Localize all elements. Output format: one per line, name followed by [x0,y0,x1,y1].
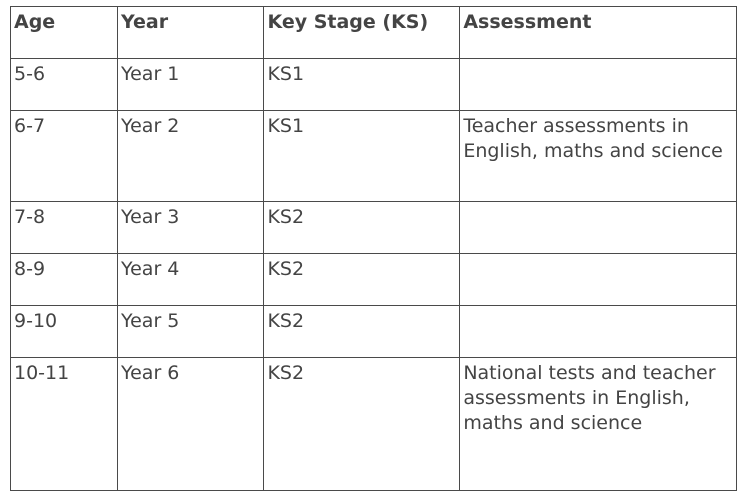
table-row [11,306,737,358]
table-row [11,254,737,306]
cell-age: 8-9 [11,254,118,306]
cell-age: 10-11 [11,358,118,491]
cell-year: Year 1 [118,59,264,111]
header-row [11,7,737,59]
table-row [11,59,737,111]
cell-year: Year 3 [118,202,264,254]
cell-key-stage: KS2 [264,306,460,358]
key-stage-table [10,6,737,491]
cell-key-stage: KS2 [264,202,460,254]
cell-year: Year 4 [118,254,264,306]
cell-assessment [460,254,737,306]
cell-age: 7-8 [11,202,118,254]
header-key-stage: Key Stage (KS) [264,7,460,59]
header-age: Age [11,7,118,59]
cell-age: 5-6 [11,59,118,111]
cell-key-stage: KS2 [264,358,460,491]
cell-assessment: Teacher assessments in English, maths and science [460,111,737,202]
header-assessment: Assessment [460,7,737,59]
cell-assessment [460,202,737,254]
table-row [11,358,737,491]
cell-assessment [460,59,737,111]
cell-key-stage: KS1 [264,59,460,111]
cell-year: Year 6 [118,358,264,491]
cell-assessment [460,306,737,358]
cell-age: 9-10 [11,306,118,358]
cell-age: 6-7 [11,111,118,202]
table-row [11,111,737,202]
cell-key-stage: KS2 [264,254,460,306]
cell-key-stage: KS1 [264,111,460,202]
header-year: Year [118,7,264,59]
table-row [11,202,737,254]
cell-year: Year 5 [118,306,264,358]
cell-assessment: National tests and teacher assessments in English, maths and science [460,358,737,491]
cell-year: Year 2 [118,111,264,202]
